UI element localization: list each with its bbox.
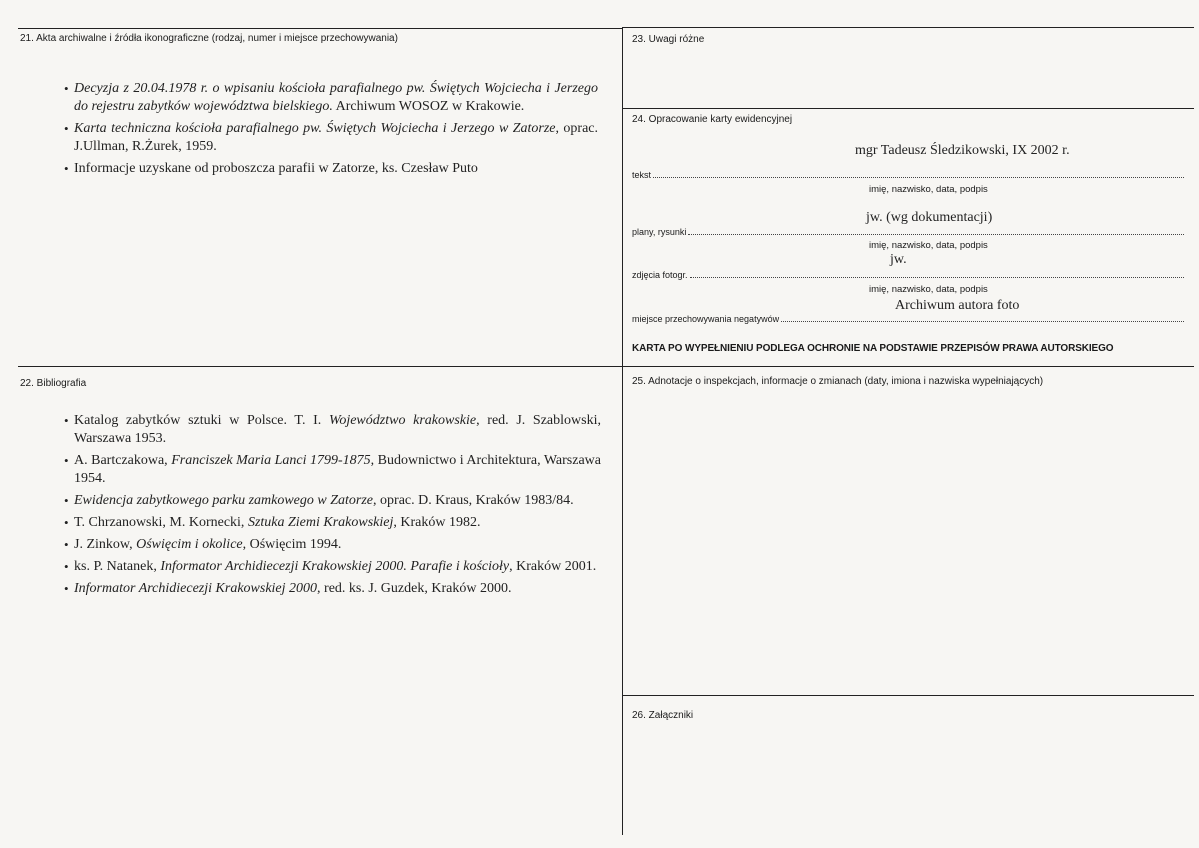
list-item — [64, 160, 598, 178]
entry-text: , red. J. Szablowski, Warszawa 1953. — [74, 413, 601, 446]
section-24-title: 24. Opracowanie karty ewidencyjnej — [632, 114, 793, 125]
section-26-title: 26. Załączniki — [632, 710, 694, 721]
photos-value: jw. — [890, 252, 907, 267]
list-item — [64, 492, 601, 510]
section-22-title: 22. Bibliografia — [20, 378, 87, 389]
italic-title: Informator Archidiecezji Krakowskiej 2000 — [74, 581, 318, 596]
entry-text: , oprac. D. Kraus, Kraków 1983/84. — [373, 493, 574, 508]
list-item — [64, 536, 601, 554]
middle-rule-left — [18, 366, 622, 367]
entry-text: , red. ks. J. Guzdek, Kraków 2000. — [317, 581, 512, 596]
signature-caption: imię, nazwisko, data, podpis — [869, 240, 988, 251]
list-item — [64, 80, 598, 116]
plans-field-row — [632, 227, 1184, 237]
dotted-line — [653, 177, 1184, 178]
photos-field-row — [632, 270, 1184, 280]
text-field-label: tekst — [632, 170, 652, 180]
italic-title: Ewidencja zabytkowego parku zamkowego w Zatorze — [74, 493, 374, 508]
dotted-line — [690, 277, 1184, 278]
section-23-bottom-rule — [622, 108, 1194, 109]
bibliography-list — [64, 412, 601, 602]
dotted-line — [688, 234, 1184, 235]
list-item — [64, 412, 601, 448]
entry-text: , oprac. J.Ullman, R.Żurek, 1959. — [74, 121, 598, 154]
section-23-title: 23. Uwagi różne — [632, 34, 705, 45]
signature-caption: imię, nazwisko, data, podpis — [869, 184, 988, 195]
entry-text: Katalog zabytków sztuki w Polsce. T. I. — [74, 413, 329, 428]
center-divider — [622, 27, 623, 835]
negatives-field-label: miejsce przechowywania negatywów — [632, 314, 780, 324]
signature-caption: imię, nazwisko, data, podpis — [869, 284, 988, 295]
photos-field-label: zdjęcia fotogr. — [632, 270, 688, 280]
entry-text: Archiwum WOSOZ w Krakowie. — [332, 99, 525, 114]
list-item — [64, 580, 601, 598]
top-rule-left — [18, 28, 622, 29]
entry-text: J. Zinkow, — [74, 537, 137, 552]
entry-text: T. Chrzanowski, M. Kornecki, — [74, 515, 248, 530]
author-value: mgr Tadeusz Śledzikowski, IX 2002 r. — [855, 143, 1070, 158]
section-25-bottom-rule — [622, 695, 1194, 696]
section-25-title: 25. Adnotacje o inspekcjach, informacje o zmianach (daty, imiona i nazwiska wypełniających) — [632, 376, 1044, 387]
negatives-field-row — [632, 314, 1184, 324]
entry-text: ks. P. Natanek, — [74, 559, 161, 574]
section-21-title: 21. Akta archiwalne i źródła ikonograficzne (rodzaj, numer i miejsce przechowywania) — [20, 33, 398, 44]
italic-title: Karta techniczna kościoła parafialnego pw. Świętych Wojciecha i Jerzego w Zatorze — [74, 121, 556, 136]
middle-rule-right — [622, 366, 1194, 367]
italic-title: Sztuka Ziemi Krakowskiej — [247, 515, 394, 530]
text-field-row — [632, 170, 1184, 180]
italic-title: Decyzja z 20.04.1978 r. o wpisaniu kościoła parafialnego pw. Świętych Wojciecha i Jerzego do rejestru zabytków województwa bielskiego. — [74, 81, 598, 114]
top-rule-right — [622, 27, 1194, 28]
archival-sources-list — [64, 80, 598, 182]
entry-text: , Kraków 1982. — [393, 515, 481, 530]
plans-value: jw. (wg dokumentacji) — [866, 210, 993, 225]
list-item — [64, 558, 601, 576]
italic-title: Województwo krakowskie — [328, 413, 477, 428]
negatives-location-value: Archiwum autora foto — [895, 298, 1020, 313]
entry-text: A. Bartczakowa, — [74, 453, 172, 468]
plans-field-label: plany, rysunki — [632, 227, 687, 237]
list-item — [64, 452, 601, 488]
italic-title: Franciszek Maria Lanci 1799-1875 — [171, 453, 371, 468]
list-item — [64, 514, 601, 532]
entry-text: Informacje uzyskane od proboszcza parafii w Zatorze, ks. Czesław Puto — [74, 161, 478, 176]
italic-title: Informator Archidiecezji Krakowskiej 2000. Parafie i kościoły — [160, 559, 510, 574]
dotted-line — [781, 321, 1184, 322]
copyright-notice: KARTA PO WYPEŁNIENIU PODLEGA OCHRONIE NA PODSTAWIE PRZEPISÓW PRAWA AUTORSKIEGO — [632, 343, 1114, 354]
entry-text: , Budownictwo i Architektura, Warszawa 1954. — [74, 453, 602, 486]
list-item — [64, 120, 598, 156]
entry-text: , Oświęcim 1994. — [242, 537, 342, 552]
entry-text: , Kraków 2001. — [509, 559, 597, 574]
italic-title: Oświęcim i okolice — [136, 537, 243, 552]
